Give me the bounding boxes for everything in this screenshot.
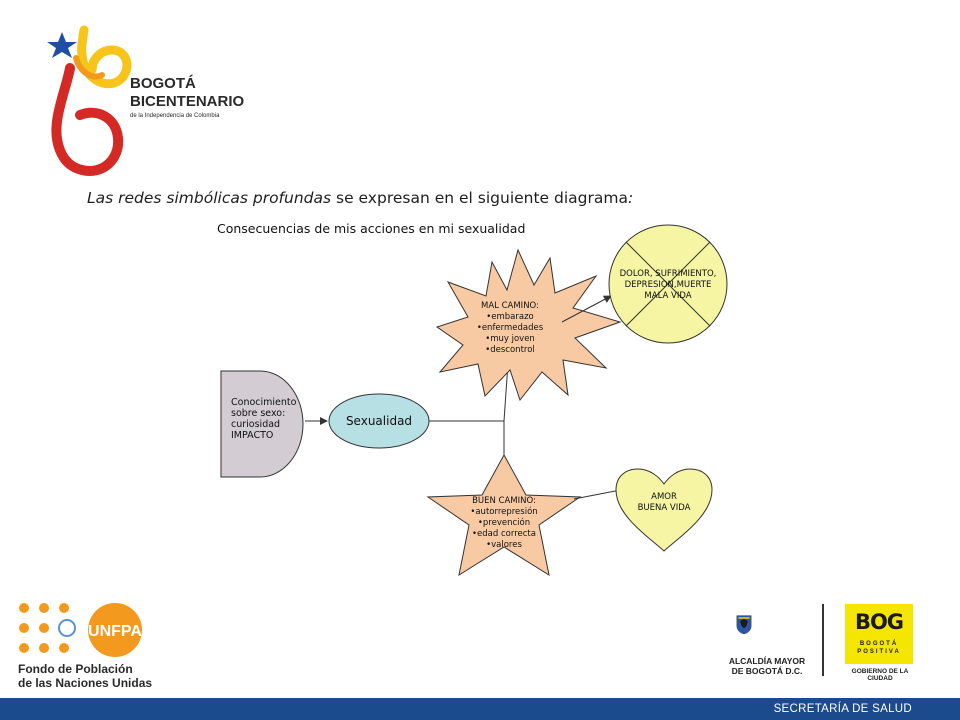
good-path-line2: •autorrepresión: [470, 507, 538, 517]
bad-result-line2: DEPRESION,MUERTE: [624, 280, 712, 290]
start-box-line1: Conocimiento: [231, 397, 297, 408]
start-box-line2: sobre sexo:: [231, 408, 286, 419]
good-path-line1: BUEN CAMINO:: [472, 496, 536, 506]
alcaldia-line2: DE BOGOTÁ D.C.: [731, 666, 803, 676]
logo-line1: BOGOTÁ: [130, 75, 196, 92]
bog-government-caption: GOBIERNO DE LA CIUDAD: [851, 668, 909, 682]
unfpa-dots: [19, 603, 69, 653]
logo-line3: de la Independencia de Colombia: [130, 113, 220, 119]
bog-subtitle: [845, 640, 913, 656]
bog-subtitle-line2: POSITIVA: [857, 649, 901, 655]
good-result-line1: AMOR: [651, 492, 677, 502]
secretaria-label: SECRETARÍA DE SALUD: [773, 703, 912, 715]
good-path-line5: •valores: [486, 540, 522, 550]
alcaldia-caption: [728, 656, 806, 676]
unfpa-name: UNFPA: [88, 623, 142, 640]
heading-rest: se expresan en el siguiente diagrama: [331, 189, 628, 207]
diagram-title: Consecuencias de mis acciones en mi sexualidad: [217, 221, 526, 236]
heading-italic: Las redes simbólicas profundas: [87, 189, 332, 207]
bad-result-line1: DOLOR, SUFRIMIENTO,: [619, 269, 717, 279]
start-box-line4: IMPACTO: [231, 430, 274, 441]
logo-line2: BICENTENARIO: [130, 93, 245, 110]
shield-gold-band: [738, 617, 749, 619]
bog-subtitle-line1: BOGOTÁ: [859, 641, 899, 647]
start-box-line3: curiosidad: [231, 419, 281, 430]
footer-logo-divider: [822, 604, 824, 676]
heading-colon: :: [627, 189, 634, 207]
un-emblem-icon: [59, 620, 75, 636]
bad-path-line3: •enfermedades: [476, 323, 544, 333]
unfpa-caption-line1: Fondo de Población: [18, 662, 133, 676]
alcaldia-shield-logo: [728, 604, 808, 656]
bad-path-line2: •embarazo: [486, 312, 534, 322]
unfpa-caption: [18, 662, 152, 690]
sexualidad-label: Sexualidad: [345, 414, 413, 428]
bad-path-line1: MAL CAMINO:: [481, 301, 539, 311]
alcaldia-line1: ALCALDÍA MAYOR: [728, 656, 806, 666]
good-path-line3: •prevención: [477, 518, 531, 528]
bad-path-line4: •muy joven: [485, 334, 535, 344]
good-path-line4: •edad correcta: [472, 529, 536, 539]
good-result-line2: BUENA VIDA: [637, 503, 691, 513]
bog-title: BOG: [854, 610, 904, 634]
bad-result-line3: MALA VIDA: [644, 291, 692, 301]
unfpa-caption-line2: de las Naciones Unidas: [18, 676, 153, 690]
bad-path-line5: •descontrol: [485, 345, 535, 355]
